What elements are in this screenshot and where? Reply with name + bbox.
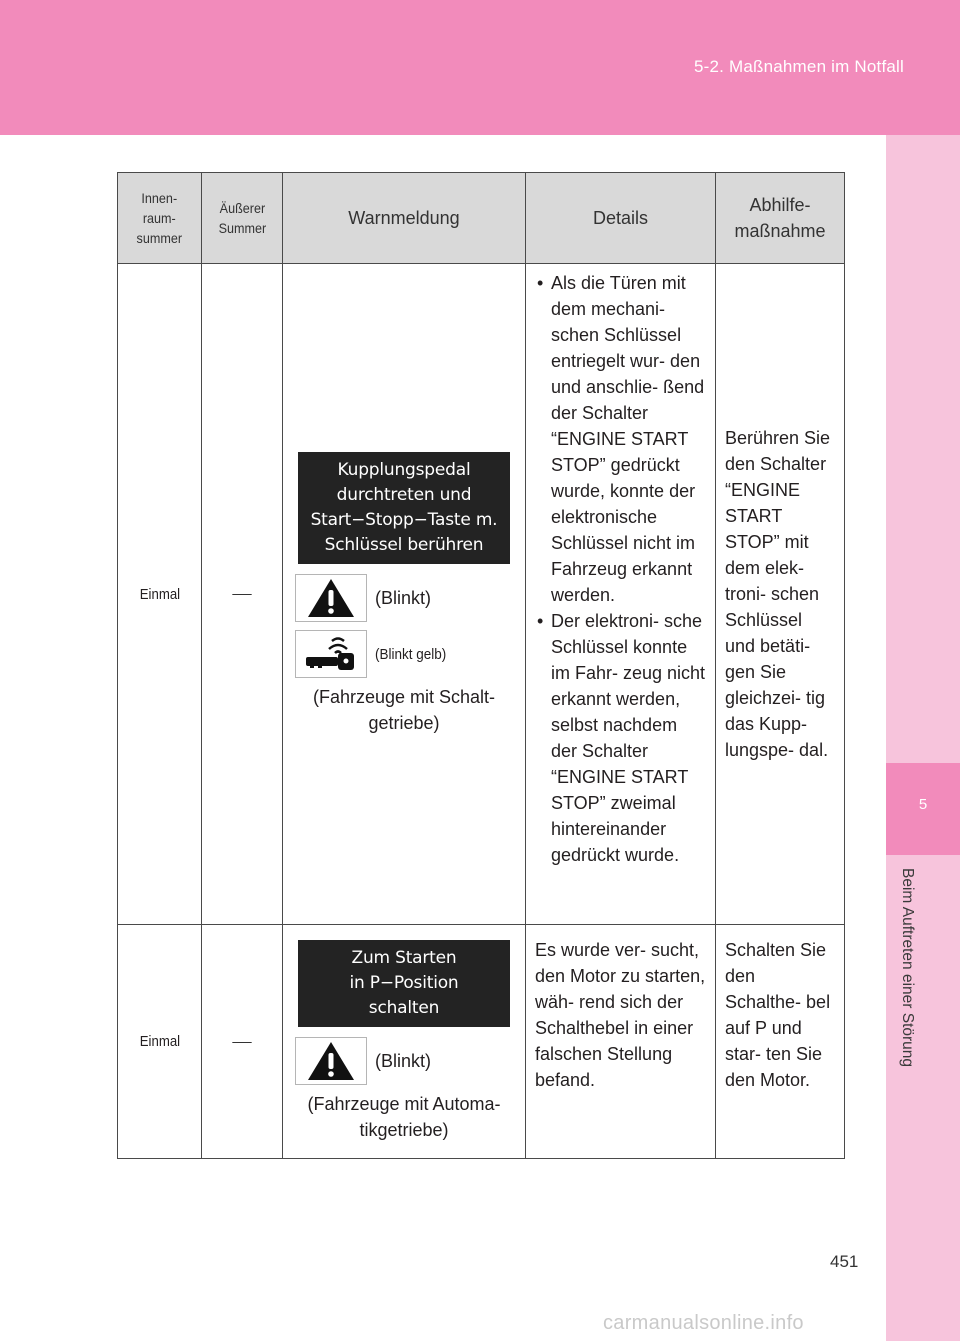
col-header-warnmeldung-label: Warnmeldung	[348, 208, 460, 228]
innen-summer-value: Einmal	[139, 585, 180, 603]
warning-table	[117, 172, 845, 1159]
icon-row	[295, 630, 515, 678]
table-header-row	[118, 173, 845, 264]
remedy-cell	[716, 925, 845, 1159]
icon-row	[295, 1037, 515, 1085]
warnmeldung-cell	[283, 925, 526, 1159]
display-message: Zum Starten in P−Position schalten	[298, 940, 510, 1027]
col-header-aussen	[202, 173, 283, 264]
aussen-summer-cell	[202, 925, 283, 1159]
details-cell	[526, 925, 716, 1159]
blink-note: (Blinkt)	[375, 1050, 432, 1071]
innen-summer-cell	[118, 264, 202, 925]
col-header-aussen-label: Äußerer Summer	[218, 200, 266, 236]
warning-triangle-icon	[295, 1037, 367, 1085]
page-number: 451	[830, 1252, 859, 1271]
warning-triangle-icon	[295, 574, 367, 622]
details-cell	[526, 264, 716, 925]
table-row	[118, 264, 845, 925]
details-list	[535, 270, 706, 868]
section-title: 5-2. Maßnahmen im Notfall	[693, 57, 904, 76]
blink-note: (Blinkt)	[375, 587, 432, 608]
blink-yellow-note: (Blinkt gelb)	[375, 645, 447, 663]
col-header-abhilfe-label: Abhilfe- maßnahme	[734, 195, 826, 241]
innen-summer-cell	[118, 925, 202, 1159]
col-header-warnmeldung	[283, 173, 526, 264]
col-header-details	[526, 173, 716, 264]
icon-row	[295, 574, 515, 622]
dash-mark	[232, 594, 251, 595]
chapter-number: 5	[918, 796, 928, 813]
watermark: carmanualsonline.info	[603, 1312, 804, 1334]
innen-summer-value: Einmal	[139, 1033, 180, 1050]
remedy-text: Berühren Sie den Schalter “ENGINE START STOP” mit dem elek- troni- schen Schlüssel und betäti- gen Sie gleichzei- tig das Kupp- lungspe- dal.	[725, 428, 831, 760]
chapter-tab[interactable]	[886, 763, 960, 855]
chapter-title: Beim Auftreten einer Störung	[899, 868, 916, 1068]
remedy-text: Schalten Sie den Schalthe- bel auf P und star- ten Sie den Motor.	[725, 940, 831, 1090]
list-item: • Der elektroni- sche Schlüssel konnte im Fahr- zeug nicht erkannt werden, selbst nachdem der Schalter “ENGINE START STOP” zweimal hintereinander gedrückt wurde.	[535, 608, 706, 868]
display-message: Kupplungspedal durchtreten und Start−Stopp−Taste m. Schlüssel berühren	[298, 452, 510, 564]
list-item: • Als die Türen mit dem mechani- schen Schlüssel entriegelt wur- den und anschlie- ßend der Schalter “ENGINE START STOP” gedrückt wurde, konnte der elektronische Schlüssel nicht im Fahrzeug erkannt werden.	[535, 270, 706, 608]
remedy-cell	[716, 264, 845, 925]
smart-key-icon	[295, 630, 367, 678]
col-header-details-label: Details	[592, 208, 649, 228]
dash-mark	[232, 1042, 251, 1043]
vehicle-note: (Fahrzeuge mit Automa- tikgetriebe)	[307, 1094, 501, 1140]
side-strip	[886, 135, 960, 1341]
col-header-abhilfe	[716, 173, 845, 264]
vehicle-note: (Fahrzeuge mit Schalt- getriebe)	[312, 687, 496, 733]
details-text: Es wurde ver- sucht, den Motor zu starten, wäh- rend sich der Schalthebel in einer falschen Stellung befand.	[535, 940, 706, 1090]
col-header-innen-label: Innen- raum- summer	[136, 190, 183, 246]
aussen-summer-cell	[202, 264, 283, 925]
warnmeldung-cell	[283, 264, 526, 925]
table-row	[118, 925, 845, 1159]
col-header-innen	[118, 173, 202, 264]
